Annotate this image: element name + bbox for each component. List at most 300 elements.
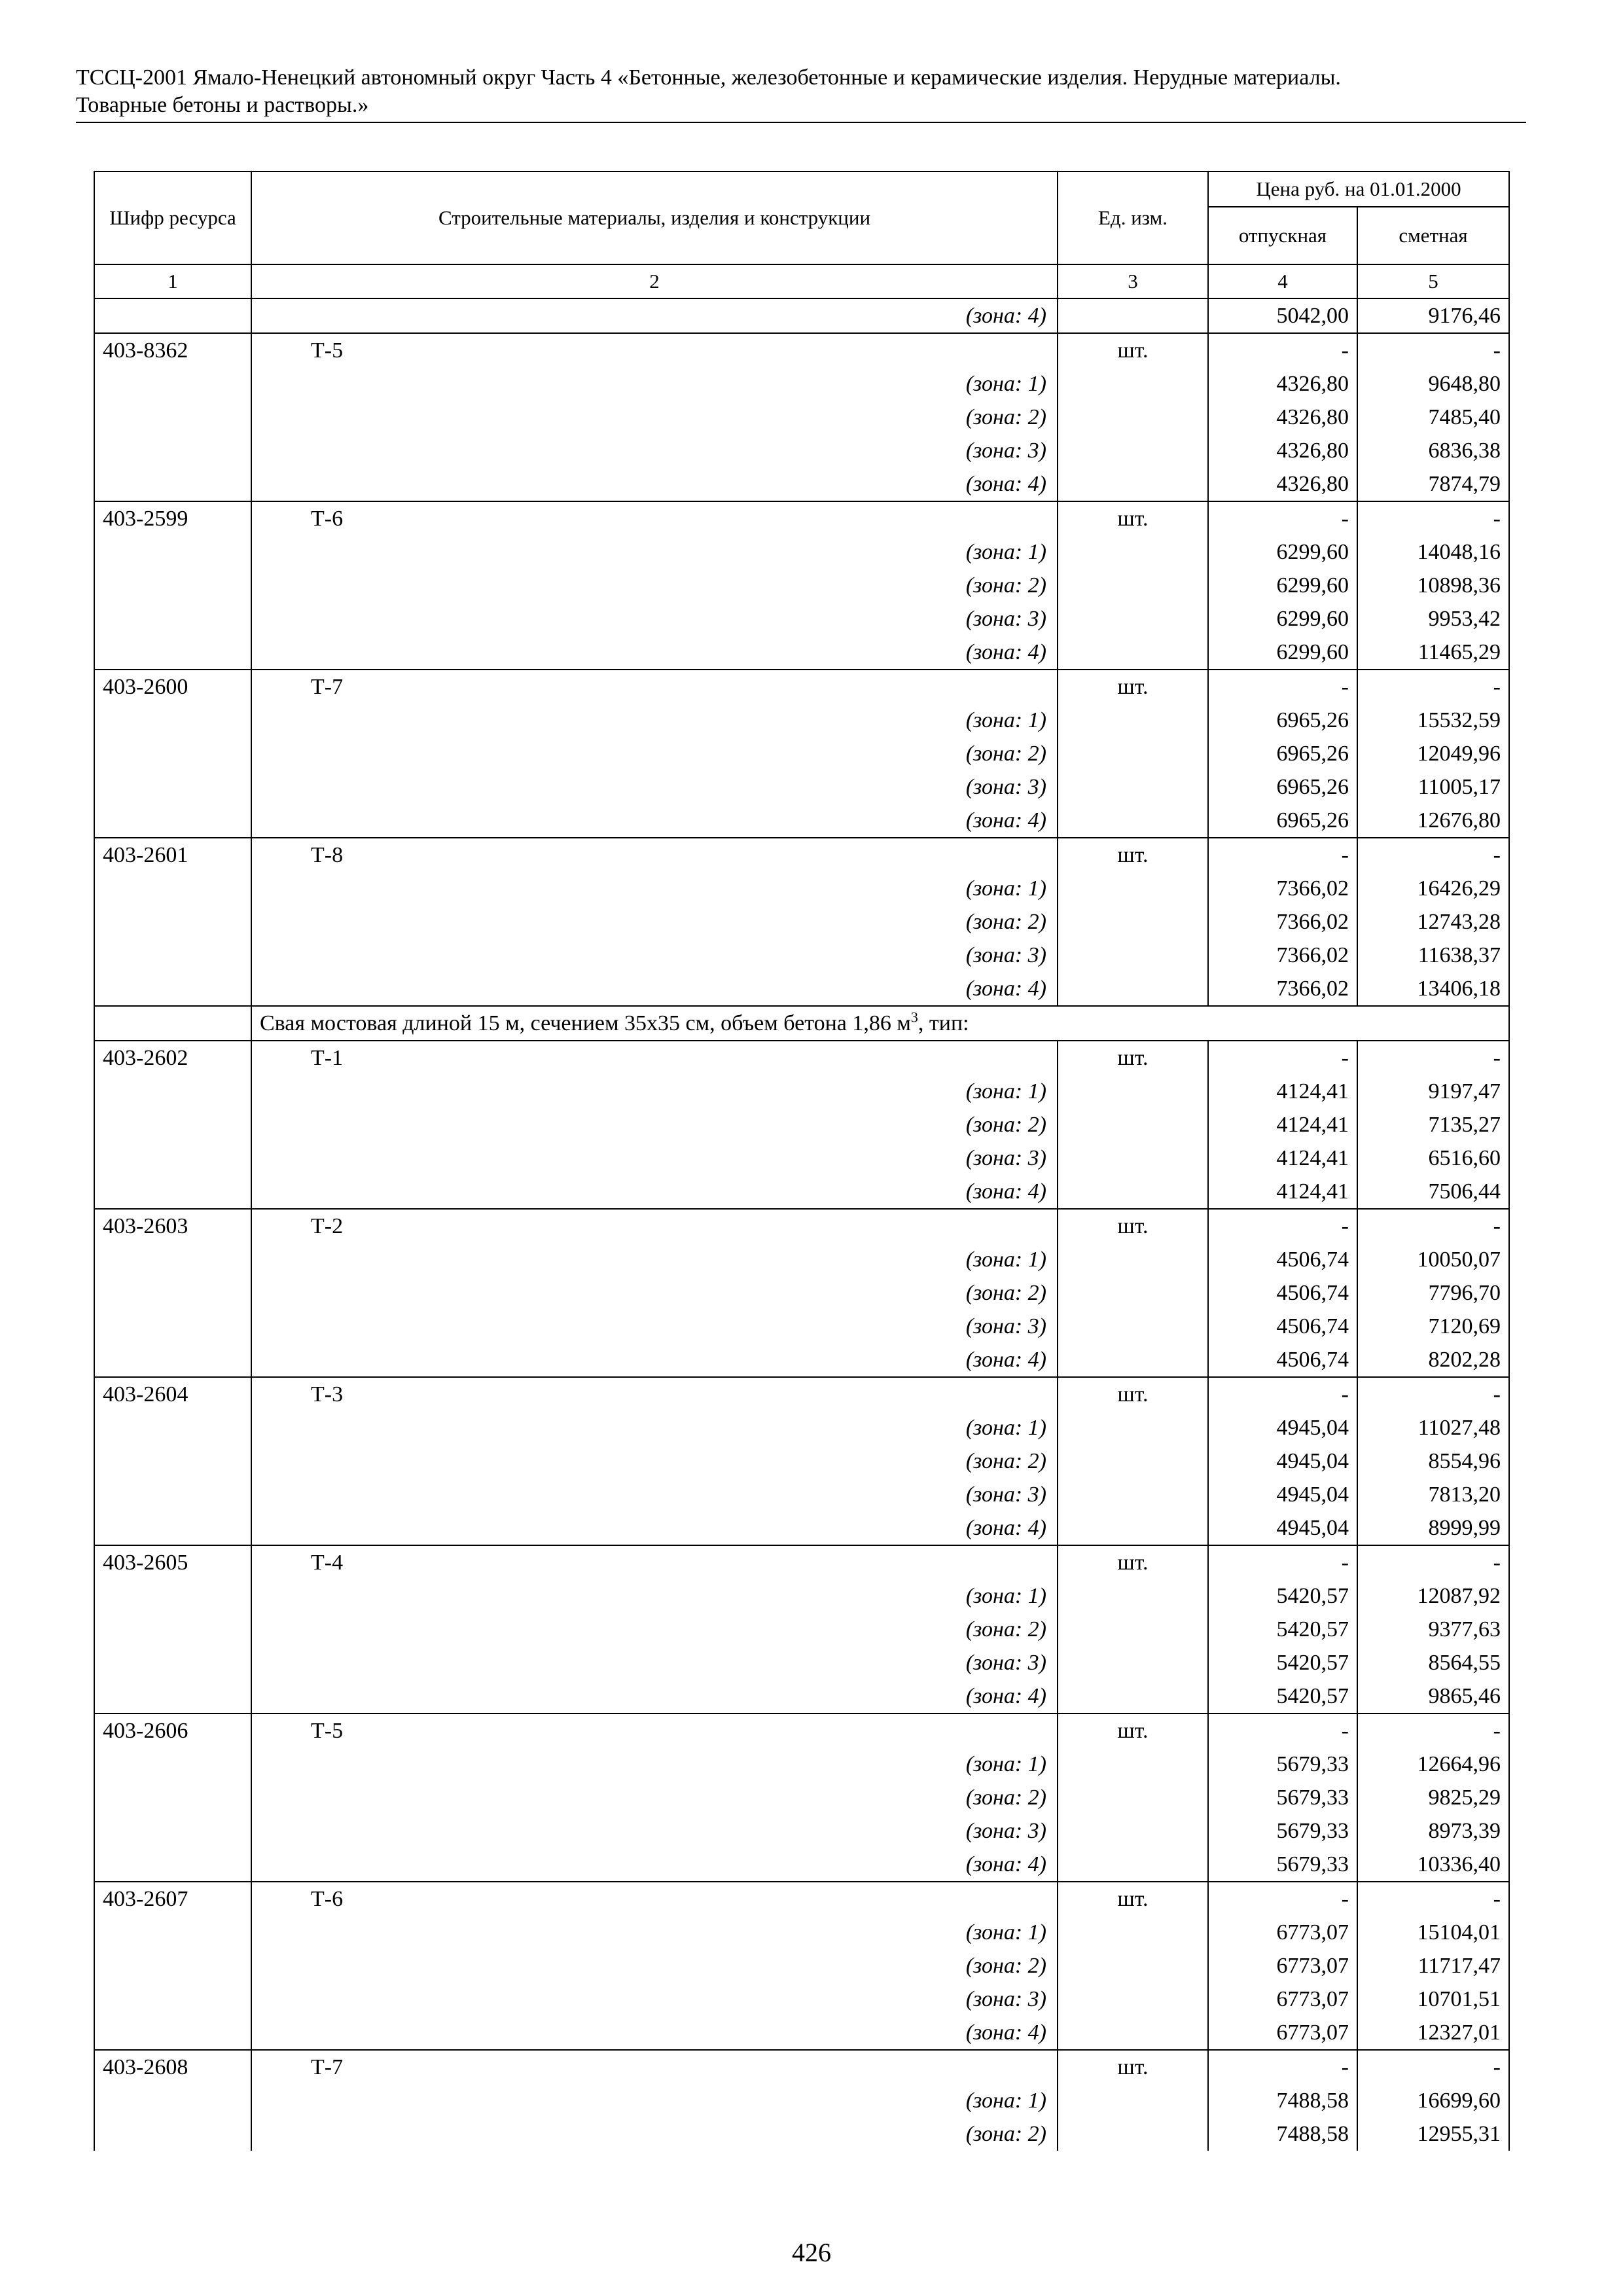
cell-release-price: 7488,58	[1208, 2084, 1357, 2117]
cell-unit	[1058, 2016, 1208, 2050]
cell-estimate-price: 9648,80	[1357, 367, 1509, 401]
cell-estimate-price: 11638,37	[1357, 939, 1509, 972]
cell-estimate-price: -	[1357, 1545, 1509, 1579]
table-row	[94, 1848, 1509, 1882]
cell-estimate-price: -	[1357, 1377, 1509, 1411]
cell-name: Т-5	[251, 1713, 1058, 1748]
cell-estimate-price: -	[1357, 2050, 1509, 2084]
cell-estimate-price: 16426,29	[1357, 872, 1509, 905]
cell-code	[94, 939, 251, 972]
cell-release-price: 4124,41	[1208, 1175, 1357, 1209]
cell-release-price: 4326,80	[1208, 467, 1357, 501]
cell-estimate-price: 15532,59	[1357, 704, 1509, 737]
table-row	[94, 872, 1509, 905]
table-row	[94, 1276, 1509, 1310]
cell-code	[94, 1511, 251, 1545]
cell-estimate-price: -	[1357, 838, 1509, 872]
cell-code	[94, 1613, 251, 1646]
cell-release-price: 4506,74	[1208, 1243, 1357, 1276]
cell-zone: (зона: 2)	[251, 905, 1058, 939]
cell-zone: (зона: 1)	[251, 872, 1058, 905]
cell-release-price: 5420,57	[1208, 1579, 1357, 1613]
head-name: Строительные материалы, изделия и конструкции	[251, 171, 1058, 264]
cell-unit	[1058, 1511, 1208, 1545]
column-number-row	[94, 264, 1509, 298]
cell-code	[94, 434, 251, 467]
cell-code: 403-2599	[94, 501, 251, 535]
cell-release-price: 5679,33	[1208, 1748, 1357, 1781]
cell-estimate-price: 11027,48	[1357, 1411, 1509, 1444]
col-number: 5	[1357, 264, 1509, 298]
cell-release-price: 4945,04	[1208, 1478, 1357, 1511]
cell-estimate-price: 12664,96	[1357, 1748, 1509, 1781]
cell-code	[94, 1141, 251, 1175]
cell-zone: (зона: 2)	[251, 401, 1058, 434]
cell-release-price: -	[1208, 670, 1357, 704]
cell-unit	[1058, 569, 1208, 602]
table-row	[94, 2016, 1509, 2050]
cell-estimate-price: 7874,79	[1357, 467, 1509, 501]
cell-release-price: 6965,26	[1208, 737, 1357, 770]
cell-zone: (зона: 2)	[251, 1444, 1058, 1478]
cell-zone: (зона: 3)	[251, 1141, 1058, 1175]
cell-zone: (зона: 1)	[251, 1075, 1058, 1108]
table-row	[94, 2050, 1509, 2084]
cell-release-price: 6773,07	[1208, 1982, 1357, 2016]
cell-name: Т-8	[251, 838, 1058, 872]
table-row	[94, 1579, 1509, 1613]
section-text: Свая мостовая длиной 15 м, сечением 35x35 см, объем бетона 1,86 м	[260, 1011, 911, 1035]
table-row	[94, 569, 1509, 602]
cell-release-price: 4506,74	[1208, 1343, 1357, 1377]
table-row	[94, 434, 1509, 467]
cell-code	[94, 1982, 251, 2016]
cell-release-price: 7366,02	[1208, 939, 1357, 972]
cell-zone: (зона: 4)	[251, 2016, 1058, 2050]
cell-estimate-price: 9197,47	[1357, 1075, 1509, 1108]
cell-unit	[1058, 2117, 1208, 2151]
cell-zone: (зона: 4)	[251, 1343, 1058, 1377]
cell-name: Т-3	[251, 1377, 1058, 1411]
cell-code	[94, 1108, 251, 1141]
cell-unit	[1058, 905, 1208, 939]
cell-unit	[1058, 1343, 1208, 1377]
cell-code	[94, 1343, 251, 1377]
table-row	[94, 2084, 1509, 2117]
table-row	[94, 1343, 1509, 1377]
cell-release-price: 4326,80	[1208, 367, 1357, 401]
header-line-1: ТССЦ-2001 Ямало-Ненецкий автономный округ Часть 4 «Бетонные, железобетонные и керамические изделия. Нерудные материалы.	[76, 65, 1341, 90]
cell-zone: (зона: 1)	[251, 367, 1058, 401]
cell-code	[94, 401, 251, 434]
cell-release-price: -	[1208, 1377, 1357, 1411]
cell-estimate-price: 8554,96	[1357, 1444, 1509, 1478]
cell-zone: (зона: 1)	[251, 2084, 1058, 2117]
cell-code	[94, 770, 251, 804]
cell-release-price: 6965,26	[1208, 704, 1357, 737]
table-row	[94, 1916, 1509, 1949]
cell-release-price: 6299,60	[1208, 569, 1357, 602]
cell-estimate-price: 8973,39	[1357, 1814, 1509, 1848]
table-row	[94, 1713, 1509, 1748]
cell-estimate-price: -	[1357, 670, 1509, 704]
section-header-row	[94, 1006, 1509, 1041]
cell-zone: (зона: 3)	[251, 1814, 1058, 1848]
cell-release-price: 4326,80	[1208, 401, 1357, 434]
cell-unit	[1058, 704, 1208, 737]
table-row	[94, 333, 1509, 367]
cell-estimate-price: 12087,92	[1357, 1579, 1509, 1613]
cell-estimate-price: -	[1357, 1882, 1509, 1916]
cell-estimate-price: 16699,60	[1357, 2084, 1509, 2117]
cell-estimate-price: 7796,70	[1357, 1276, 1509, 1310]
cell-code: 403-2602	[94, 1041, 251, 1075]
col-number: 1	[94, 264, 251, 298]
table-row	[94, 737, 1509, 770]
cell-zone: (зона: 1)	[251, 1579, 1058, 1613]
header-line-2: Товарные бетоны и растворы.»	[76, 93, 369, 117]
cell-zone: (зона: 4)	[251, 467, 1058, 501]
cell-name: Т-1	[251, 1041, 1058, 1075]
cell-zone: (зона: 1)	[251, 535, 1058, 569]
cell-zone: (зона: 3)	[251, 939, 1058, 972]
cell-zone: (зона: 3)	[251, 1982, 1058, 2016]
cell-release-price: -	[1208, 2050, 1357, 2084]
table-row	[94, 1949, 1509, 1982]
cell-estimate-price: 12955,31	[1357, 2117, 1509, 2151]
table-row	[94, 905, 1509, 939]
cell-zone: (зона: 4)	[251, 1679, 1058, 1713]
cell-code	[94, 804, 251, 838]
table-row	[94, 1613, 1509, 1646]
cell-estimate-price: -	[1357, 333, 1509, 367]
cell-estimate-price: 12743,28	[1357, 905, 1509, 939]
table-row	[94, 1310, 1509, 1343]
cell-unit	[1058, 1141, 1208, 1175]
head-code: Шифр ресурса	[94, 171, 251, 264]
cell-zone: (зона: 2)	[251, 569, 1058, 602]
cell-release-price: -	[1208, 333, 1357, 367]
cell-release-price: 5420,57	[1208, 1679, 1357, 1713]
cell-code	[94, 636, 251, 670]
cell-unit	[1058, 1748, 1208, 1781]
table-row	[94, 1411, 1509, 1444]
cell-release-price: 5420,57	[1208, 1613, 1357, 1646]
cell-code	[94, 1781, 251, 1814]
section-sup: 3	[910, 1009, 918, 1026]
cell-unit: шт.	[1058, 1713, 1208, 1748]
cell-code	[94, 535, 251, 569]
cell-estimate-price: 9377,63	[1357, 1613, 1509, 1646]
cell-estimate-price: 10898,36	[1357, 569, 1509, 602]
cell-unit	[1058, 804, 1208, 838]
table-row	[94, 367, 1509, 401]
table-row	[94, 1748, 1509, 1781]
cell-unit	[1058, 1613, 1208, 1646]
cell-zone: (зона: 3)	[251, 770, 1058, 804]
cell-unit	[1058, 1679, 1208, 1713]
cell-estimate-price: -	[1357, 501, 1509, 535]
head-release: отпускная	[1208, 207, 1357, 264]
cell-release-price: -	[1208, 1041, 1357, 1075]
head-estimate: сметная	[1357, 207, 1509, 264]
table-row	[94, 1646, 1509, 1679]
cell-estimate-price: 11465,29	[1357, 636, 1509, 670]
cell-unit	[1058, 1646, 1208, 1679]
cell-estimate-price: 15104,01	[1357, 1916, 1509, 1949]
cell-name: Т-6	[251, 1882, 1058, 1916]
cell-unit	[1058, 1411, 1208, 1444]
table-row	[94, 704, 1509, 737]
cell-zone: (зона: 4)	[251, 1848, 1058, 1882]
cell-release-price: 7366,02	[1208, 872, 1357, 905]
cell-code	[94, 1679, 251, 1713]
cell-code	[94, 1748, 251, 1781]
cell-estimate-price: 7506,44	[1357, 1175, 1509, 1209]
cell-code	[94, 467, 251, 501]
table-row	[94, 1141, 1509, 1175]
cell-estimate-price: 10336,40	[1357, 1848, 1509, 1882]
table-row	[94, 1075, 1509, 1108]
cell-unit	[1058, 535, 1208, 569]
cell-release-price: 4945,04	[1208, 1511, 1357, 1545]
table-row	[94, 1444, 1509, 1478]
cell-code	[94, 872, 251, 905]
cell-zone: (зона: 1)	[251, 1411, 1058, 1444]
table-body	[94, 264, 1509, 2151]
cell-estimate-price: 7485,40	[1357, 401, 1509, 434]
cell-code	[94, 1444, 251, 1478]
cell-estimate-price: -	[1357, 1713, 1509, 1748]
table-row	[94, 1679, 1509, 1713]
cell-release-price: 7488,58	[1208, 2117, 1357, 2151]
cell-estimate-price: 12327,01	[1357, 2016, 1509, 2050]
cell-code: 403-2604	[94, 1377, 251, 1411]
cell-code: 403-2605	[94, 1545, 251, 1579]
cell-unit	[1058, 1310, 1208, 1343]
col-number: 3	[1058, 264, 1208, 298]
cell-unit	[1058, 298, 1208, 333]
cell-release-price: 4945,04	[1208, 1444, 1357, 1478]
cell-code	[94, 1916, 251, 1949]
price-table	[94, 171, 1510, 2151]
cell-release-price: 5679,33	[1208, 1814, 1357, 1848]
cell-unit	[1058, 1982, 1208, 2016]
table-row	[94, 1175, 1509, 1209]
cell-zone: (зона: 1)	[251, 1243, 1058, 1276]
cell-estimate-price: 7135,27	[1357, 1108, 1509, 1141]
cell-code	[94, 1814, 251, 1848]
cell-code	[94, 1310, 251, 1343]
cell-estimate-price: 8202,28	[1357, 1343, 1509, 1377]
cell-unit	[1058, 1848, 1208, 1882]
cell-release-price: 4506,74	[1208, 1310, 1357, 1343]
section-tail: , тип:	[918, 1011, 969, 1035]
table-row	[94, 804, 1509, 838]
cell-code	[94, 569, 251, 602]
cell-estimate-price: -	[1357, 1041, 1509, 1075]
cell-estimate-price: 13406,18	[1357, 972, 1509, 1006]
table-row	[94, 1108, 1509, 1141]
cell-release-price: 6773,07	[1208, 1916, 1357, 1949]
cell-zone: (зона: 1)	[251, 704, 1058, 737]
cell-unit: шт.	[1058, 670, 1208, 704]
head-price: Цена руб. на 01.01.2000	[1208, 171, 1509, 207]
cell-estimate-price: 12676,80	[1357, 804, 1509, 838]
cell-code	[94, 2117, 251, 2151]
cell-estimate-price: -	[1357, 1209, 1509, 1243]
cell-release-price: -	[1208, 1713, 1357, 1748]
cell-unit	[1058, 367, 1208, 401]
cell-unit	[1058, 401, 1208, 434]
cell-code	[94, 298, 251, 333]
cell-zone: (зона: 4)	[251, 1511, 1058, 1545]
table-row	[94, 1781, 1509, 1814]
cell-estimate-price: 6836,38	[1357, 434, 1509, 467]
table-row	[94, 972, 1509, 1006]
cell-code	[94, 905, 251, 939]
cell-unit	[1058, 1108, 1208, 1141]
cell-zone: (зона: 4)	[251, 298, 1058, 333]
cell-zone: (зона: 3)	[251, 1646, 1058, 1679]
cell-code	[94, 1411, 251, 1444]
cell-release-price: 7366,02	[1208, 972, 1357, 1006]
cell-code	[94, 1848, 251, 1882]
cell-zone: (зона: 3)	[251, 434, 1058, 467]
cell-estimate-price: 10701,51	[1357, 1982, 1509, 2016]
cell-zone: (зона: 2)	[251, 1781, 1058, 1814]
cell-code	[94, 1276, 251, 1310]
cell-code: 403-8362	[94, 333, 251, 367]
cell-unit	[1058, 434, 1208, 467]
cell-code: 403-2606	[94, 1713, 251, 1748]
cell-release-price: 4124,41	[1208, 1075, 1357, 1108]
page-header	[76, 64, 1516, 119]
cell-zone: (зона: 2)	[251, 1949, 1058, 1982]
cell-zone: (зона: 2)	[251, 1276, 1058, 1310]
table-row	[94, 467, 1509, 501]
cell-unit	[1058, 1579, 1208, 1613]
cell-unit	[1058, 1276, 1208, 1310]
cell-release-price: -	[1208, 501, 1357, 535]
table-row	[94, 1209, 1509, 1243]
table-row	[94, 602, 1509, 636]
cell-code: 403-2601	[94, 838, 251, 872]
cell-estimate-price: 12049,96	[1357, 737, 1509, 770]
cell-name: Т-5	[251, 333, 1058, 367]
cell-unit: шт.	[1058, 1377, 1208, 1411]
col-number: 2	[251, 264, 1058, 298]
cell-estimate-price: 11005,17	[1357, 770, 1509, 804]
cell-name: Т-7	[251, 670, 1058, 704]
cell-name: Т-4	[251, 1545, 1058, 1579]
cell-estimate-price: 14048,16	[1357, 535, 1509, 569]
cell-code	[94, 367, 251, 401]
cell-unit	[1058, 602, 1208, 636]
cell-zone: (зона: 4)	[251, 972, 1058, 1006]
cell-release-price: 7366,02	[1208, 905, 1357, 939]
cell-release-price: 4326,80	[1208, 434, 1357, 467]
cell-code	[94, 2016, 251, 2050]
table-row	[94, 1814, 1509, 1848]
cell-zone: (зона: 4)	[251, 636, 1058, 670]
table-row	[94, 501, 1509, 535]
cell-release-price: 5042,00	[1208, 298, 1357, 333]
cell-estimate-price: 9953,42	[1357, 602, 1509, 636]
cell-unit	[1058, 972, 1208, 1006]
cell-code	[94, 1006, 251, 1041]
cell-release-price: 5679,33	[1208, 1781, 1357, 1814]
cell-unit	[1058, 636, 1208, 670]
cell-zone: (зона: 3)	[251, 1310, 1058, 1343]
table-row	[94, 1041, 1509, 1075]
cell-estimate-price: 8564,55	[1357, 1646, 1509, 1679]
cell-release-price: -	[1208, 838, 1357, 872]
cell-release-price: 4506,74	[1208, 1276, 1357, 1310]
cell-code	[94, 1478, 251, 1511]
cell-release-price: 6773,07	[1208, 2016, 1357, 2050]
cell-estimate-price: 7813,20	[1357, 1478, 1509, 1511]
table-row	[94, 1982, 1509, 2016]
cell-zone: (зона: 1)	[251, 1916, 1058, 1949]
cell-zone: (зона: 2)	[251, 2117, 1058, 2151]
cell-zone: (зона: 2)	[251, 737, 1058, 770]
cell-release-price: 6299,60	[1208, 535, 1357, 569]
cell-unit	[1058, 872, 1208, 905]
cell-name: Т-6	[251, 501, 1058, 535]
cell-code: 403-2608	[94, 2050, 251, 2084]
cell-unit	[1058, 1814, 1208, 1848]
cell-unit	[1058, 939, 1208, 972]
cell-release-price: 5420,57	[1208, 1646, 1357, 1679]
table-row	[94, 636, 1509, 670]
cell-unit	[1058, 1949, 1208, 1982]
cell-estimate-price: 9176,46	[1357, 298, 1509, 333]
cell-name: Т-2	[251, 1209, 1058, 1243]
cell-code	[94, 1175, 251, 1209]
cell-estimate-price: 9865,46	[1357, 1679, 1509, 1713]
cell-release-price: 6299,60	[1208, 602, 1357, 636]
cell-unit: шт.	[1058, 501, 1208, 535]
cell-release-price: 6965,26	[1208, 804, 1357, 838]
cell-code	[94, 2084, 251, 2117]
table-row	[94, 939, 1509, 972]
cell-unit	[1058, 1781, 1208, 1814]
cell-unit	[1058, 1444, 1208, 1478]
cell-code	[94, 1646, 251, 1679]
cell-release-price: 6299,60	[1208, 636, 1357, 670]
table-row	[94, 1478, 1509, 1511]
cell-code	[94, 704, 251, 737]
cell-release-price: 6773,07	[1208, 1949, 1357, 1982]
head-unit: Ед. изм.	[1058, 171, 1208, 264]
table-row	[94, 670, 1509, 704]
cell-unit	[1058, 1175, 1208, 1209]
table-row	[94, 1377, 1509, 1411]
cell-code	[94, 737, 251, 770]
table-row	[94, 1243, 1509, 1276]
cell-unit	[1058, 737, 1208, 770]
cell-unit	[1058, 2084, 1208, 2117]
cell-code	[94, 602, 251, 636]
cell-estimate-price: 7120,69	[1357, 1310, 1509, 1343]
table-row	[94, 401, 1509, 434]
cell-code	[94, 972, 251, 1006]
header-rule	[76, 122, 1526, 123]
cell-unit	[1058, 1243, 1208, 1276]
cell-code: 403-2603	[94, 1209, 251, 1243]
cell-unit	[1058, 1075, 1208, 1108]
